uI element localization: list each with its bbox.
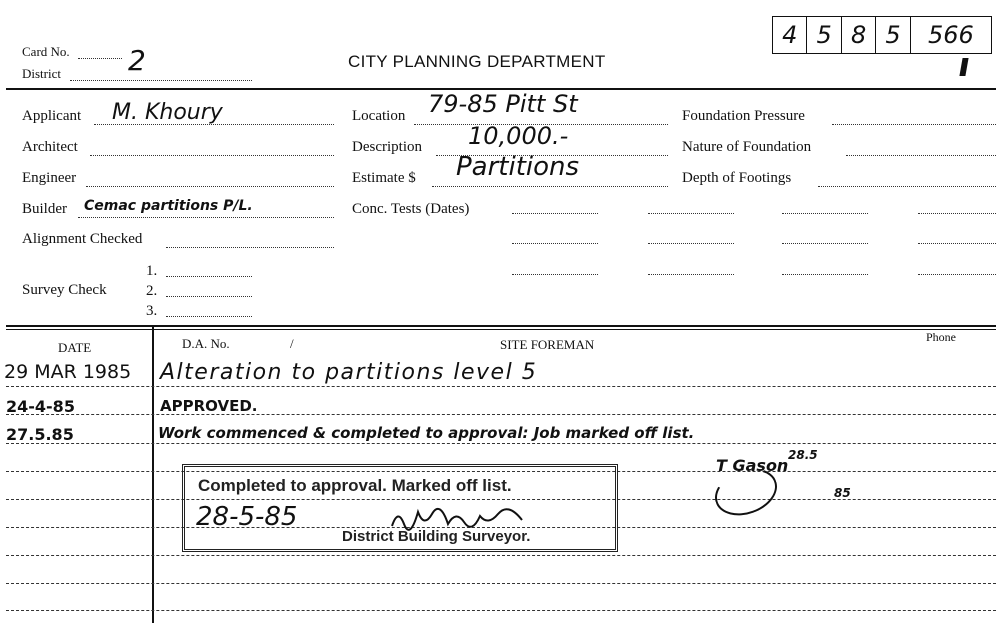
ink-mark — [959, 58, 968, 76]
applicant-value: M. Khoury — [112, 100, 223, 125]
conc-tests-line — [648, 213, 734, 214]
description-label: Description — [352, 139, 422, 155]
da-no-header: D.A. No. — [182, 336, 230, 351]
date-column-divider — [152, 327, 154, 623]
conc-tests-line — [782, 274, 868, 275]
conc-tests-line — [918, 213, 996, 214]
survey-line — [166, 276, 252, 277]
description-value: 10,000.- — [468, 122, 569, 150]
log-row-line — [6, 443, 996, 444]
log-row-line — [6, 583, 996, 584]
survey-number: 2. — [146, 283, 158, 299]
foundation-pressure-label: Foundation Pressure — [682, 108, 805, 124]
log-row-line — [6, 414, 996, 415]
survey-label: Survey Check — [22, 282, 107, 298]
alignment-label: Alignment Checked — [22, 231, 143, 247]
applicant-label: Applicant — [22, 108, 82, 124]
estimate-label: Estimate $ — [352, 170, 416, 186]
phone-header: Phone — [926, 330, 956, 344]
card-no-label: Card No. — [22, 44, 70, 59]
nature-foundation-label: Nature of Foundation — [682, 139, 812, 155]
card-no-value: 2 — [128, 44, 146, 77]
table-top-border — [6, 325, 996, 327]
log-entry-date: 29 MAR 1985 — [4, 361, 132, 383]
log-row-line — [6, 555, 996, 556]
survey-line — [166, 296, 252, 297]
builder-line — [78, 217, 334, 218]
conc-tests-line — [918, 243, 996, 244]
depth-footings-label: Depth of Footings — [682, 170, 792, 186]
table-top-border-inner — [6, 329, 996, 330]
department-title: CITY PLANNING DEPARTMENT — [348, 52, 606, 71]
file-number-digit: 5 — [876, 17, 910, 53]
conc-tests-line — [648, 243, 734, 244]
survey-number: 1. — [146, 263, 158, 279]
architect-label: Architect — [22, 139, 78, 155]
depth-footings-line — [818, 186, 996, 187]
log-entry-date: 27.5.85 — [6, 425, 74, 444]
signature-name: T Gason — [716, 456, 789, 475]
district-line — [70, 80, 252, 81]
conc-tests-line — [782, 243, 868, 244]
engineer-label: Engineer — [22, 170, 77, 186]
location-label: Location — [352, 108, 406, 124]
conc-tests-label: Conc. Tests (Dates) — [352, 201, 470, 217]
foundation-pressure-line — [832, 124, 996, 125]
engineer-line — [86, 186, 334, 187]
conc-tests-line — [512, 243, 598, 244]
da-no-slash: / — [290, 336, 294, 351]
stamp-date: 28-5-85 — [196, 502, 298, 532]
log-entry-text: Alteration to partitions level 5 — [160, 360, 538, 385]
log-entry-text: APPROVED. — [160, 397, 258, 415]
log-row-line — [6, 610, 996, 611]
file-number-suffix: 566 — [927, 21, 974, 49]
stamp-text: Completed to approval. Marked off list. — [198, 476, 512, 495]
site-foreman-header: SITE FOREMAN — [500, 337, 595, 352]
file-number-digit: 5 — [807, 17, 841, 53]
builder-label: Builder — [22, 201, 67, 217]
conc-tests-line — [648, 274, 734, 275]
file-number-boxes — [772, 16, 992, 54]
file-number-digit: 4 — [773, 17, 807, 53]
stamp-title: District Building Surveyor. — [342, 528, 531, 545]
conc-tests-line — [512, 274, 598, 275]
conc-tests-line — [782, 213, 868, 214]
estimate-value: Partitions — [456, 152, 580, 182]
survey-number: 3. — [146, 303, 158, 319]
log-entry-date: 24-4-85 — [6, 397, 75, 416]
builder-value: Cemac partitions P/L. — [84, 198, 253, 214]
architect-line — [90, 155, 334, 156]
signature-date-bottom: 85 — [834, 486, 851, 500]
log-entry-text: Work commenced & completed to approval: Job marked off list. — [158, 424, 695, 442]
estimate-line — [432, 186, 668, 187]
date-header: DATE — [58, 340, 92, 355]
card-no-line — [78, 58, 122, 59]
signature-date-top: 28.5 — [788, 448, 818, 462]
nature-foundation-line — [846, 155, 996, 156]
file-number-digit: 8 — [842, 17, 876, 53]
conc-tests-line — [918, 274, 996, 275]
log-row-line — [6, 386, 996, 387]
conc-tests-line — [512, 213, 598, 214]
alignment-line — [166, 247, 334, 248]
location-value: 79-85 Pitt St — [428, 90, 578, 118]
survey-line — [166, 316, 252, 317]
district-label: District — [22, 66, 61, 81]
